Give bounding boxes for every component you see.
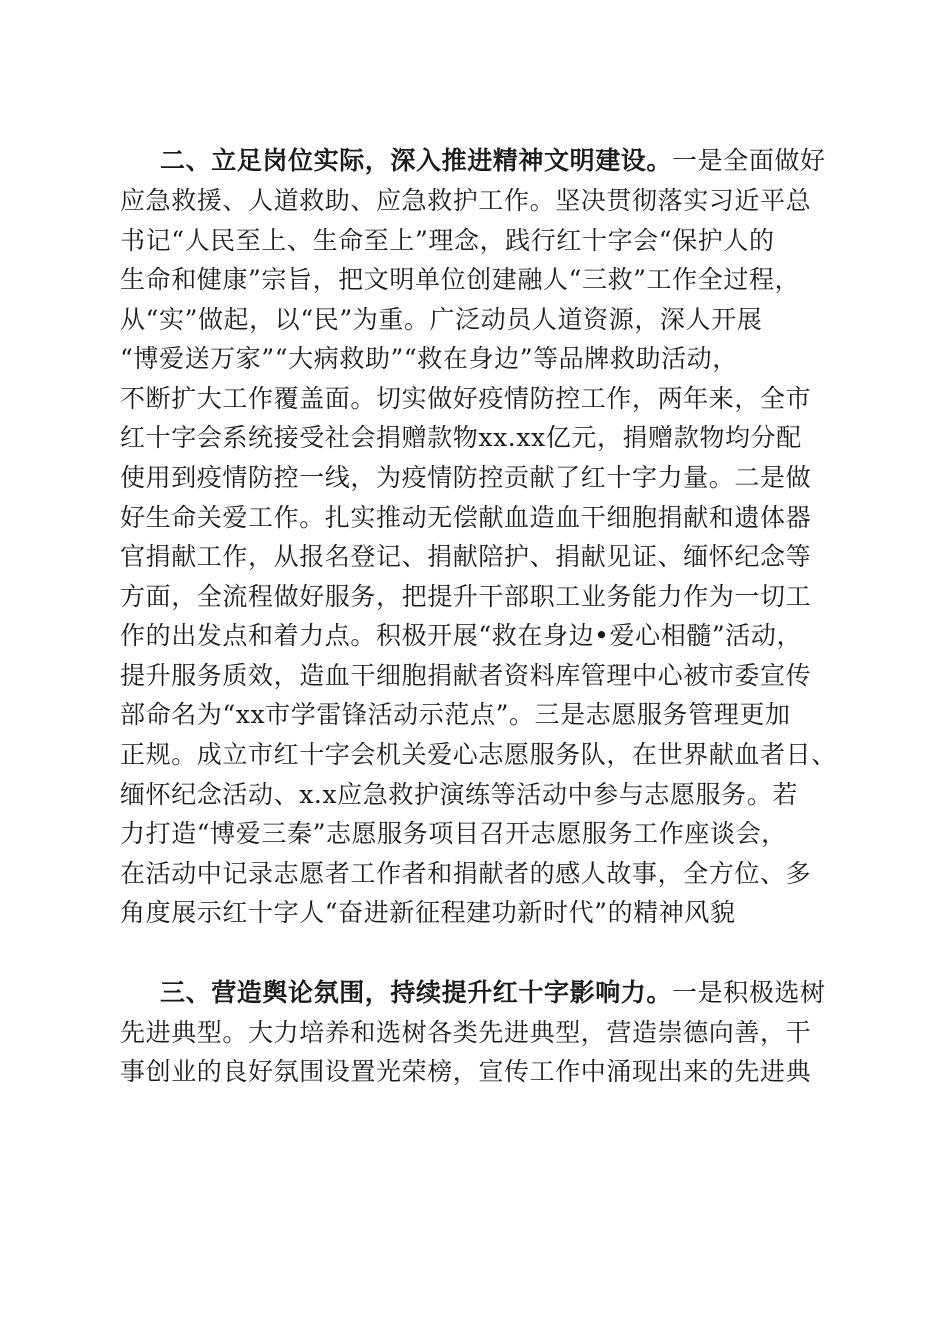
paragraph-line: 红十字会系统接受社会捐赠款物xx.xx亿元，捐赠款物均分配	[120, 423, 802, 452]
paragraph-line: “博爱送万家”“大病救助”“救在身边”等品牌救助活动，	[120, 344, 738, 373]
paragraph-line: 作的出发点和着力点。积极开展“救在身边•爱心相髓”活动，	[120, 621, 803, 650]
section2-heading: 二、立足岗位实际，深入推进精神文明建设。	[160, 146, 673, 175]
paragraph-line: 角度展示红十字人“奋进新征程建功新时代”的精神风貌	[120, 898, 736, 927]
paragraph-line: 好生命关爱工作。扎实推动无偿献血造血干细胞捐献和遗体器	[120, 503, 812, 532]
paragraph-line: 部命名为“xx市学雷锋活动示范点”。三是志愿服务管理更加	[120, 700, 791, 729]
paragraph-line: 官捐献工作，从报名登记、捐献陪护、捐献见证、缅怀纪念等	[120, 542, 812, 571]
paragraph-line: 从“实”做起，以“民”为重。广泛动员人道资源，深人开展	[120, 305, 763, 334]
paragraph-line: 正规。成立市红十字会机关爱心志愿服务队，在世界献血者日、	[120, 740, 837, 769]
paragraph-line: 力打造“博爱三秦”志愿服务项目召开志愿服务工作座谈会，	[120, 819, 787, 848]
paragraph-line: 方面，全流程做好服务，把提升干部职工业务能力作为一切工	[120, 582, 812, 611]
paragraph-line: 先进典型。大力培养和选树各类先进典型，营造崇德向善，干	[120, 1018, 812, 1047]
paragraph-line: 一是全面做好	[672, 146, 826, 175]
paragraph-line: 书记“人民至上、生命至上”理念，践行红十字会“保护人的	[120, 226, 775, 255]
paragraph-line: 提升服务质效，造血干细胞捐献者资料库管理中心被市委宣传	[120, 661, 812, 690]
paragraph-line: 应急救援、人道救助、应急救护工作。坚决贯彻落实习近平总	[120, 186, 812, 215]
paragraph-line: 在活动中记录志愿者工作者和捐献者的感人故事，全方位、多	[120, 859, 812, 888]
section2-first-line	[160, 146, 830, 176]
paragraph-line: 生命和健康”宗旨，把文明单位创建融人“三救”工作全过程，	[120, 265, 801, 294]
paragraph-line: 使用到疫情防控一线，为疫情防控贡献了红十字力量。二是做	[120, 463, 812, 492]
paragraph-line: 不断扩大工作覆盖面。切实做好疫情防控工作，两年来，全市	[120, 384, 812, 413]
paragraph-line: 一是积极选树	[672, 978, 826, 1007]
section3-first-line	[160, 978, 830, 1008]
paragraph-line: 缅怀纪念活动、x.x应急救护演练等活动中参与志愿服务。若	[120, 780, 798, 809]
section3-heading: 三、营造舆论氛围，持续提升红十字影响力。	[160, 978, 673, 1007]
paragraph-line: 事创业的良好氛围设置光荣榜，宣传工作中涌现出来的先进典	[120, 1057, 812, 1086]
